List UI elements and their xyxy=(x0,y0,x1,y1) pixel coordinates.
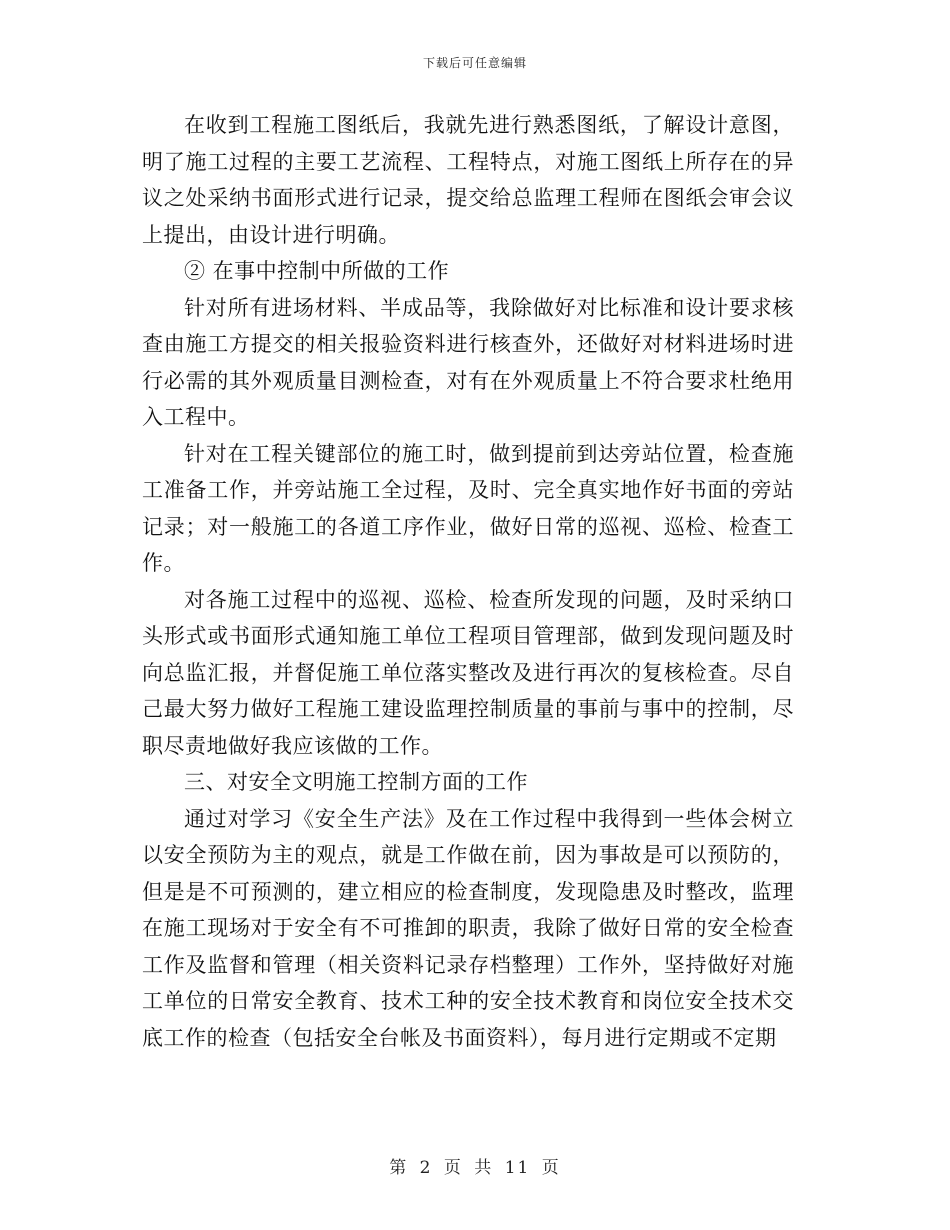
page-header: 下载后可任意编辑 xyxy=(422,56,527,70)
page-number: 第 2 页 共 11 页 xyxy=(389,1158,561,1178)
paragraph-key-parts-supervision: 针对在工程关键部位的施工时，做到提前到达旁站位置，检查施工准备工作，并旁站施工全过程，及时、完全真实地作好书面的旁站记录；对一般施工的各道工序作业，做好日常的巡视、巡检、检查工作。 xyxy=(142,441,794,575)
paragraph-materials-inspection: 针对所有进场材料、半成品等，我除做好对比标准和设计要求核查由施工方提交的相关报验资料进行核查外，还做好对材料进场时进行必需的其外观质量目测检查，对有在外观质量上不符合要求杜绝用入工程中。 xyxy=(142,295,794,429)
document-body xyxy=(142,107,794,1056)
section-heading-in-process-control: ② 在事中控制中所做的工作 xyxy=(184,259,450,283)
paragraph-safety-work: 通过对学习《安全生产法》及在工作过程中我得到一些体会树立以安全预防为主的观点，就是工作做在前，因为事故是可以预防的，但是是不可预测的，建立相应的检查制度，发现隐患及时整改，监理在施工现场对于安全有不可推卸的职责，我除了做好日常的安全检查工作及监督和管理（相关资料记录存档整理）工作外，坚持做好对施工单位的日常安全教育、技术工种的安全技术教育和岗位安全技术交底工作的检查（包括安全台帐及书面资料），每月进行定期或不定期 xyxy=(142,806,794,1050)
paragraph-issue-handling: 对各施工过程中的巡视、巡检、检查所发现的问题，及时采纳口头形式或书面形式通知施工单位工程项目管理部，做到发现问题及时向总监汇报，并督促施工单位落实整改及进行再次的复核检查。尽自己最大努力做好工程施工建设监理控制质量的事前与事中的控制，尽职尽责地做好我应该做的工作。 xyxy=(142,587,794,758)
paragraph-drawing-review: 在收到工程施工图纸后，我就先进行熟悉图纸，了解设计意图，明了施工过程的主要工艺流程、工程特点，对施工图纸上所存在的异议之处采纳书面形式进行记录，提交给总监理工程师在图纸会审会议上提出，由设计进行明确。 xyxy=(142,113,794,247)
section-heading-safety: 三、对安全文明施工控制方面的工作 xyxy=(184,770,528,794)
